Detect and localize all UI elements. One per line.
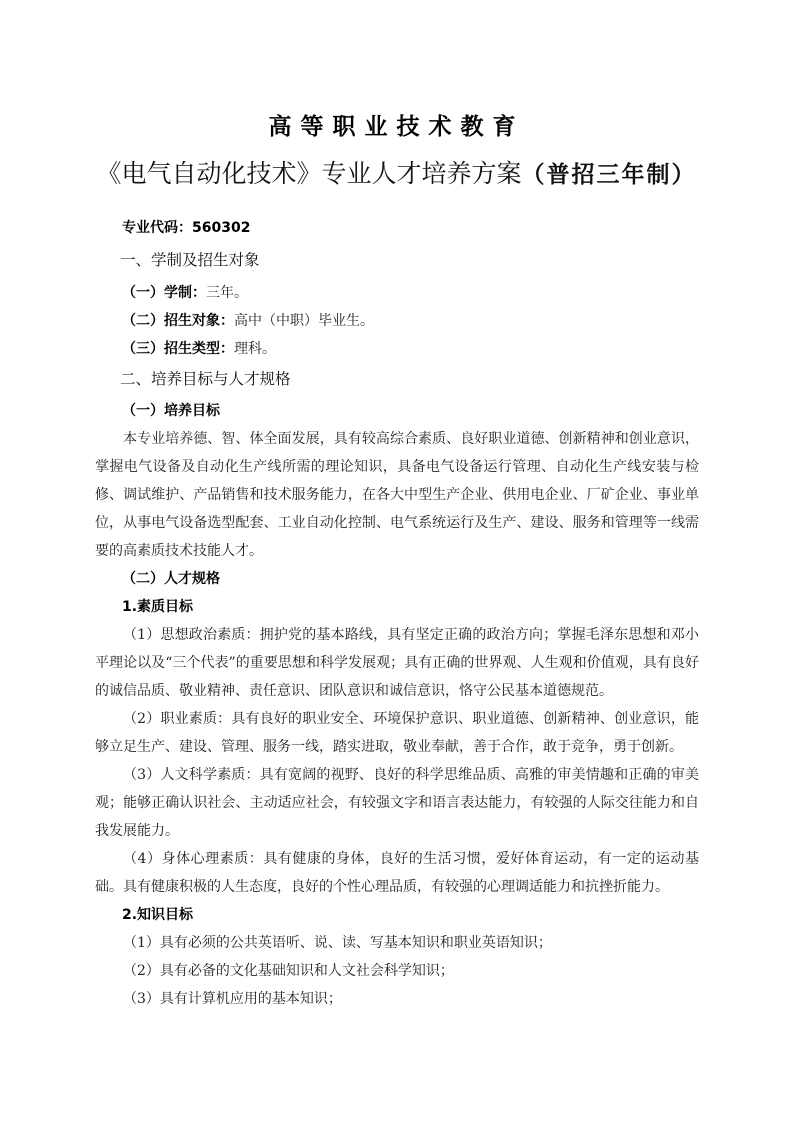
knowledge-item-3: （3）具有计算机应用的基本知识；: [123, 991, 342, 1007]
item-enrollment-target: [122, 307, 726, 335]
item-value: 三年。: [206, 285, 248, 301]
section-heading-2: 二、培养目标与人才规格: [120, 370, 291, 388]
item-duration: [122, 279, 726, 307]
document-title: 高等职业技术教育: [268, 114, 525, 140]
subtitle-main: 《电气自动化技术》专业人才培养方案: [96, 159, 522, 188]
section-heading-1: 一、学制及招生对象: [120, 251, 260, 269]
quality-item-2: （2）职业素质：具有良好的职业安全、环境保护意识、职业道德、创新精神、创业意识，能够立足生产、建设、管理、服务一线，踏实进取，敬业奉献，善于合作，敢于竞争，勇于创新。: [95, 711, 699, 755]
knowledge-item-2: （2）具有必备的文化基础知识和人文社会科学知识；: [123, 963, 454, 979]
quality-item-1: （1）思想政治素质：拥护党的基本路线，具有坚定正确的政治方向；掌握毛泽东思想和邓小平理论以及“三个代表”的重要思想和科学发展观；具有正确的世界观、人生观和价值观，具有良好的诚信品质、敬业精神、责任意识、团队意识和诚信意识，恪守公民基本道德规范。: [95, 627, 699, 699]
item-label: （三）招生类型：: [122, 341, 234, 357]
subtitle-suffix: （普招三年制）: [521, 162, 697, 188]
item-label: （一）学制：: [122, 285, 206, 301]
item-enrollment-type: [122, 335, 726, 363]
quality-item-4: （4）身体心理素质：具有健康的身体，良好的生活习惯，爱好体育运动，有一定的运动基础。具有健康积极的人生态度，良好的个性心理品质，有较强的心理调适能力和抗挫折能力。: [95, 851, 699, 895]
quality-item-3: （3）人文科学素质：具有宽阔的视野、良好的科学思维品质、高雅的审美情趣和正确的审美观；能够正确认识社会、主动适应社会，有较强文字和语言表达能力，有较强的人际交往能力和自我发展能力。: [95, 767, 699, 839]
item-value: 理科。: [234, 341, 276, 357]
knowledge-heading: 2.知识目标: [122, 907, 194, 923]
subsection-heading-goals: （一）培养目标: [122, 403, 220, 419]
paragraph-goals: 本专业培养德、智、体全面发展，具有较高综合素质、良好职业道德、创新精神和创业意识，掌握电气设备及自动化生产线所需的理论知识，具备电气设备运行管理、自动化生产线安装与检修、调试维护、产品销售和技术服务能力，在各大中型生产企业、供用电企业、厂矿企业、事业单位，从事电气设备选型配套、工业自动化控制、电气系统运行及生产、建设、服务和管理等一线需要的高素质技术技能人才。: [95, 431, 699, 559]
item-value: 高中（中职）毕业生。: [234, 313, 374, 329]
major-code-value: 560302: [192, 220, 251, 236]
document-subtitle: [0, 157, 793, 192]
knowledge-item-1: （1）具有必须的公共英语听、说、读、写基本知识和职业英语知识；: [123, 935, 552, 951]
major-code: [122, 214, 726, 242]
item-label: （二）招生对象：: [122, 313, 234, 329]
major-code-label: 专业代码：: [122, 220, 192, 236]
quality-heading: 1.素质目标: [122, 599, 194, 615]
subsection-heading-specs: （二）人才规格: [122, 571, 220, 587]
